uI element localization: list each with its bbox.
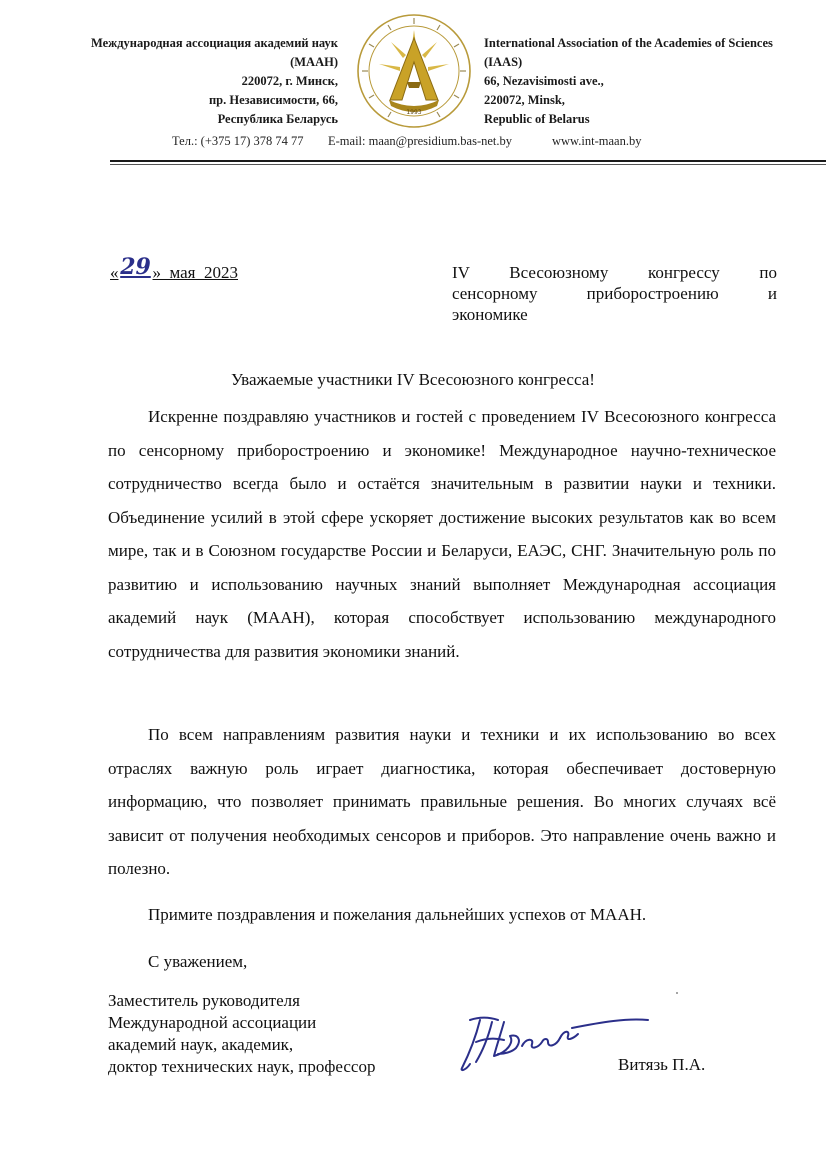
letterhead-divider xyxy=(110,160,826,162)
signatory-title xyxy=(108,990,438,1078)
closing-phrase: С уважением, xyxy=(148,952,248,971)
date-year: 2023 xyxy=(204,263,239,282)
addressee-line: сенсорному приборостроению и xyxy=(452,284,777,303)
body-paragraph-3: Примите поздравления и пожелания дальнейших успехов от МААН. xyxy=(148,905,647,924)
contact-phone: Тел.: (+375 17) 378 74 77 xyxy=(172,134,304,148)
salutation: Уважаемые участники IV Всесоюзного конгресса! xyxy=(231,370,595,389)
org-address-line-ru: пр. Независимости, 66, xyxy=(208,93,338,107)
org-country-en: Republic of Belarus xyxy=(484,112,590,126)
body-paragraph-2: По всем направлениям развития науки и техники и их использованию во всех отраслях важную роль играет диагностика, которая обеспечивает достоверную информацию, что позволяет принимать правильные решения. Во многих случаях всё зависит от получения необходимых сенсоров и приборов. Это направление очень важно и полезно. xyxy=(108,725,776,878)
letterhead-divider-thin xyxy=(110,164,826,165)
association-emblem-logo xyxy=(355,12,473,130)
addressee-line: экономике xyxy=(452,305,528,324)
org-abbr-ru: (МААН) xyxy=(290,55,338,69)
org-address-line-ru: 220072, г. Минск, xyxy=(241,74,338,88)
signatory-name: Витязь П.А. xyxy=(618,1055,706,1074)
ink-dot xyxy=(676,992,678,994)
org-name-en: International Association of the Academies of Sciences xyxy=(484,36,773,50)
org-address-line-en: 66, Nezavisimosti ave., xyxy=(484,74,604,88)
org-country-ru: Республика Беларусь xyxy=(217,112,338,126)
signatory-title-line: Заместитель руководителя xyxy=(108,991,300,1010)
contact-website[interactable]: www.int-maan.by xyxy=(552,134,642,148)
signatory-title-line: доктор технических наук, профессор xyxy=(108,1057,376,1076)
addressee-block xyxy=(452,262,777,325)
signatory-title-line: академий наук, академик, xyxy=(108,1035,294,1054)
emblem-icon xyxy=(355,12,473,130)
addressee-line: IV Всесоюзному конгрессу по xyxy=(452,263,777,282)
org-details-ru xyxy=(40,34,338,129)
svg-text:1993: 1993 xyxy=(406,109,422,116)
signatory-title-line: Международной ассоциации xyxy=(108,1013,317,1032)
org-details-en xyxy=(484,34,804,129)
org-abbr-en: (IAAS) xyxy=(484,55,523,69)
date-open-quote: « xyxy=(110,263,119,282)
contact-email[interactable]: E-mail: maan@presidium.bas-net.by xyxy=(328,134,513,148)
org-address-line-en: 220072, Minsk, xyxy=(484,93,565,107)
date-day-handwritten: 29 xyxy=(120,254,151,280)
letter-date xyxy=(110,254,239,284)
org-name-ru: Международная ассоциация академий наук xyxy=(90,36,338,50)
body-paragraph-1: Искренне поздравляю участников и гостей с проведением IV Всесоюзного конгресса по сенсорному приборостроению и экономике! Международное научно-техническое сотрудничество всегда было и остаётся значительным в развитии науки и техники. Объединение усилий в этой сфере ускоряет достижение высоких результатов как во всем мире, так и в Союзном государстве России и Беларуси, ЕАЭС, СНГ. Значительную роль по развитию и использованию научных знаний выполняет Международная ассоциация академий наук (МААН), которая способствует использованию международного сотрудничества для развития экономики знаний. xyxy=(108,407,776,661)
date-month: мая xyxy=(169,263,196,282)
date-close-quote: » xyxy=(152,263,161,282)
